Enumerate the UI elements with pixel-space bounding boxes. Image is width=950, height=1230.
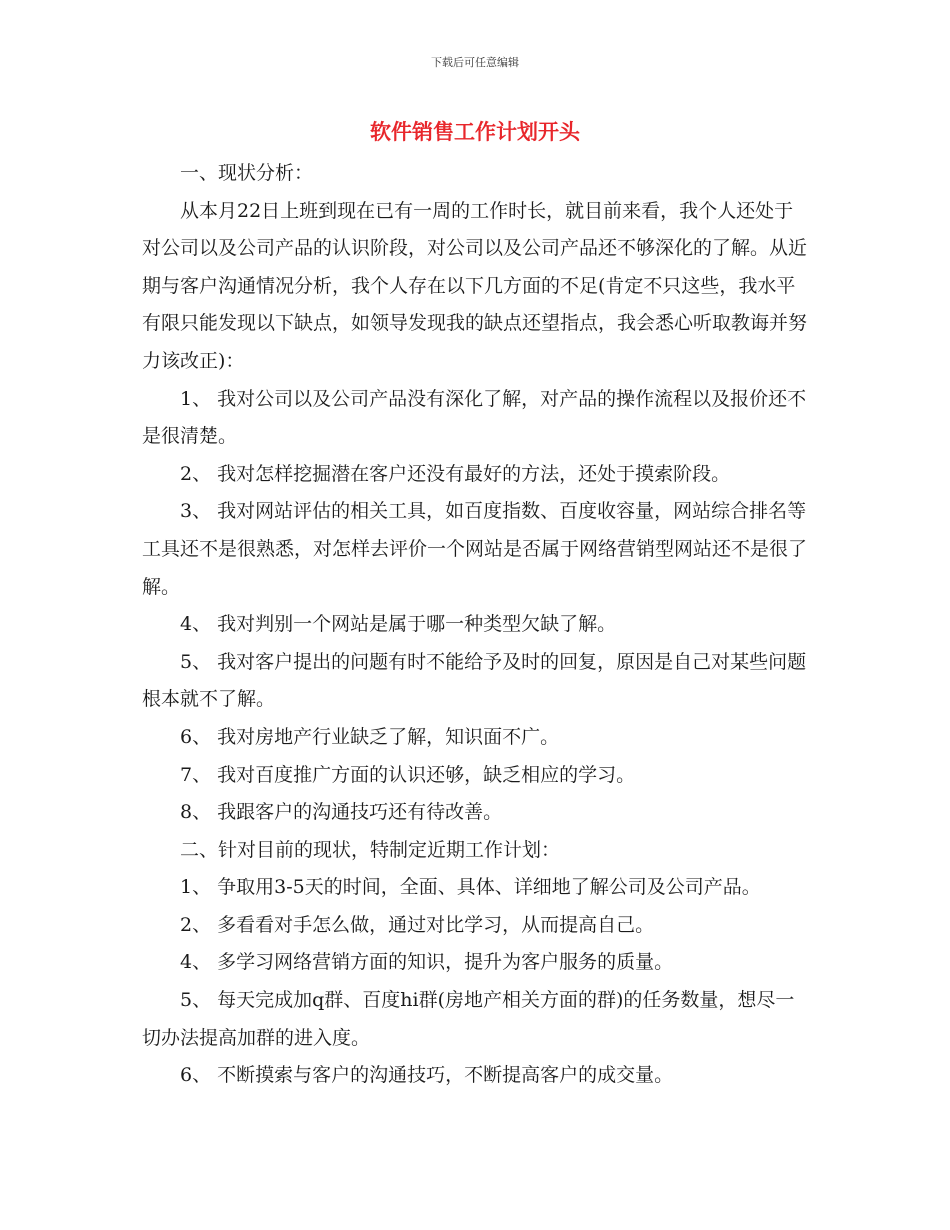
list-item: 1、 争取用3-5天的时间，全面、具体、详细地了解公司及公司产品。 — [180, 876, 761, 899]
list-item: 1、 我对公司以及公司产品没有深化了解，对产品的操作流程以及报价还不是很清楚。 — [142, 387, 807, 448]
list-item: 5、 我对客户提出的问题有时不能给予及时的回复，原因是自己对某些问题根本就不了解。 — [142, 650, 807, 711]
section-heading-status: 一、现状分析： — [180, 162, 314, 184]
list-item: 4、 我对判别一个网站是属于哪一种类型欠缺了解。 — [180, 613, 617, 636]
document-title: 软件销售工作计划开头 — [370, 119, 580, 144]
section-heading-plan: 二、针对目前的现状，特制定近期工作计划： — [180, 838, 561, 861]
header-note: 下载后可任意编辑 — [431, 56, 519, 69]
list-item: 8、 我跟客户的沟通技巧还有待改善。 — [180, 801, 503, 824]
list-item: 4、 多学习网络营销方面的知识，提升为客户服务的质量。 — [180, 951, 674, 974]
list-item: 2、 多看看对手怎么做，通过对比学习，从而提高自己。 — [180, 913, 655, 936]
list-item: 2、 我对怎样挖掘潜在客户还没有最好的方法，还处于摸索阶段。 — [180, 462, 731, 485]
list-item: 6、 我对房地产行业缺乏了解，知识面不广。 — [180, 725, 560, 748]
list-item: 5、 每天完成加q群、百度hi群(房地产相关方面的群)的任务数量，想尽一切办法提高加群的进入度。 — [142, 989, 795, 1049]
list-item: 3、 我对网站评估的相关工具，如百度指数、百度收容量，网站综合排名等工具还不是很熟悉，对怎样去评价一个网站是否属于网络营销型网站还不是很了解。 — [142, 500, 808, 598]
document-body — [142, 155, 810, 1095]
list-item: 7、 我对百度推广方面的认识还够，缺乏相应的学习。 — [180, 763, 636, 786]
paragraph-intro: 从本月22日上班到现在已有一周的工作时长，就目前来看，我个人还处于对公司以及公司产品的认识阶段，对公司以及公司产品还不够深化的了解。从近期与客户沟通情况分析，我个人存在以下几方面的不足(肯定不只这些，我水平有限只能发现以下缺点，如领导发现我的缺点还望指点，我会悉心听取教诲并努力该改正)： — [142, 199, 808, 372]
list-item: 6、 不断摸索与客户的沟通技巧，不断提高客户的成交量。 — [180, 1064, 674, 1087]
